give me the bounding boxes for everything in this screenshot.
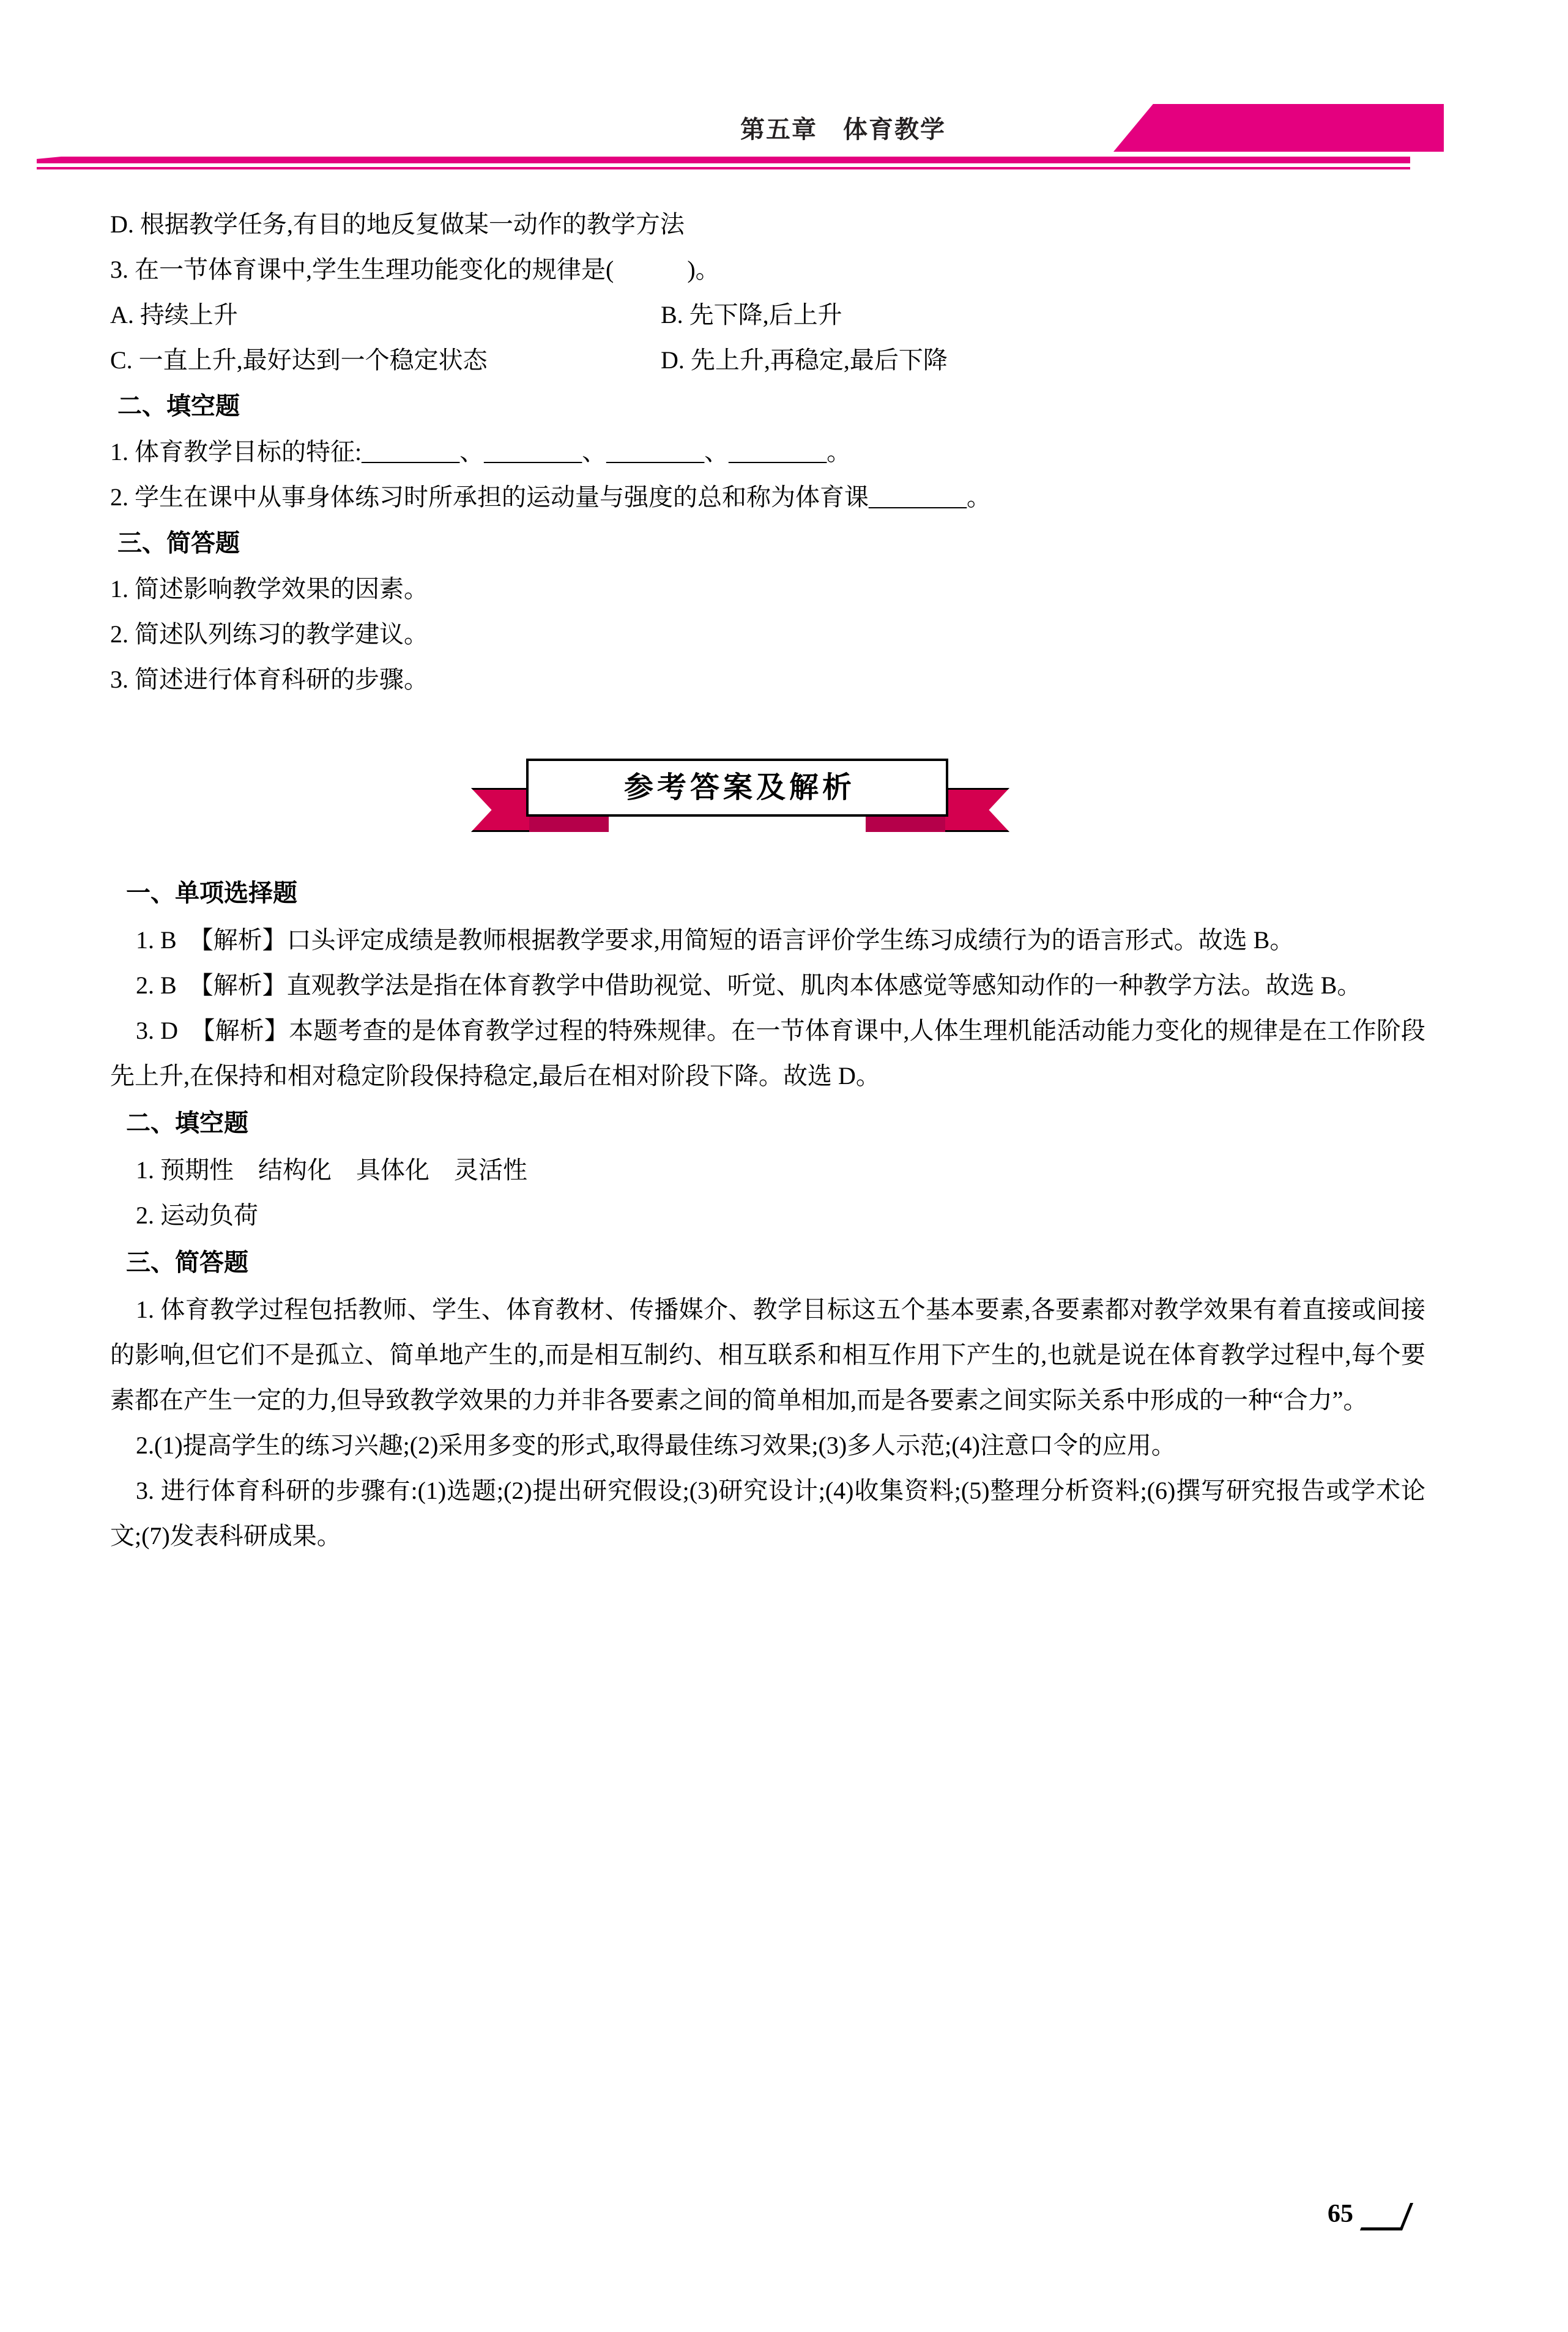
short-answer-question-2: 2. 简述队列练习的教学建议。 [110,620,428,648]
fill-blank-section-title: 二、填空题 [117,392,240,420]
choice-option-d-tail: D. 根据教学任务,有目的地反复做某一动作的教学方法 [110,210,685,238]
answer-item-2: 2. B 【解析】直观教学法是指在体育教学中借助视觉、听觉、肌肉本体感觉等感知动作的一种教学方法。故选 B。 [136,971,1362,999]
question-3-option-c: C. 一直上升,最好达到一个稳定状态 [110,346,488,374]
header-accent-shape [1113,104,1444,152]
answer-short-1: 1. 体育教学过程包括教师、学生、体育教材、传播媒介、教学目标这五个基本要素,各要素都对教学效果有着直接或间接的影响,但它们不是孤立、简单地产生的,而是相互制约、相互联系和相互作用下产生的,也就是说在体育教学过程中,每个要素都在产生一定的力,但导致教学效果的力并非各要素之间的简单相加,而是各要素之间实际关系中形成的一种“合力”。 [110,1296,1425,1414]
questions-section [110,202,1413,702]
check-mark-icon [1360,2203,1413,2230]
short-answer-question-1: 1. 简述影响教学效果的因素。 [110,575,428,603]
short-answer-question-3: 3. 简述进行体育科研的步骤。 [110,666,428,693]
banner-plate [526,759,948,817]
page-header [37,104,1410,184]
page-number: 65 [1328,2200,1353,2228]
answer-short-3: 3. 进行体育科研的步骤有:(1)选题;(2)提出研究假设;(3)研究设计;(4)收集资料;(5)整理分析资料;(6)撰写研究报告或学术论文;(7)发表科研成果。 [110,1477,1425,1550]
header-rule [37,157,1410,163]
question-3-stem: 3. 在一节体育课中,学生生理功能变化的规律是( )。 [110,256,720,283]
answer-item-1: 1. B 【解析】口头评定成绩是教师根据教学要求,用简短的语言评价学生练习成绩行为的语言形式。故选 B。 [136,926,1295,954]
answer-item-3: 3. D 【解析】本题考查的是体育教学过程的特殊规律。在一节体育课中,人体生理机能活动能力变化的规律是在工作阶段先上升,在保持和相对稳定阶段保持稳定,最后在相对阶段下降。故选 D。 [110,1017,1425,1090]
banner-label: 参考答案及解析 [623,771,855,804]
fill-blank-question-2: 2. 学生在课中从事身体练习时所承担的运动量与强度的总和称为体育课________。 [110,483,991,511]
page-footer [1328,2199,1438,2242]
answers-fill-blank-title: 二、填空题 [126,1109,248,1137]
question-3-options-row-1 [110,292,1413,338]
short-answer-section-title: 三、简答题 [117,529,240,557]
answers-short-answer-title: 三、简答题 [126,1249,248,1276]
question-3-option-a: A. 持续上升 [110,301,238,329]
header-rule-thin [37,167,1410,169]
answers-single-choice-title: 一、单项选择题 [126,879,297,907]
fill-blank-question-1: 1. 体育教学目标的特征:________、________、________、________。 [110,438,852,466]
chapter-title: 第五章 体育教学 [740,116,946,143]
answers-section [110,869,1425,1559]
answer-fill-2: 2. 运动负荷 [136,1201,258,1229]
answer-short-2: 2.(1)提高学生的练习兴趣;(2)采用多变的形式,取得最佳练习效果;(3)多人示范;(4)注意口令的应用。 [136,1432,1176,1459]
answer-fill-1: 1. 预期性 结构化 具体化 灵活性 [136,1156,527,1184]
question-3-option-b: B. 先下降,后上升 [661,301,842,329]
question-3-option-d: D. 先上升,再稳定,最后下降 [661,346,948,374]
question-3-options-row-2 [110,338,1413,383]
answers-banner [471,752,1003,844]
